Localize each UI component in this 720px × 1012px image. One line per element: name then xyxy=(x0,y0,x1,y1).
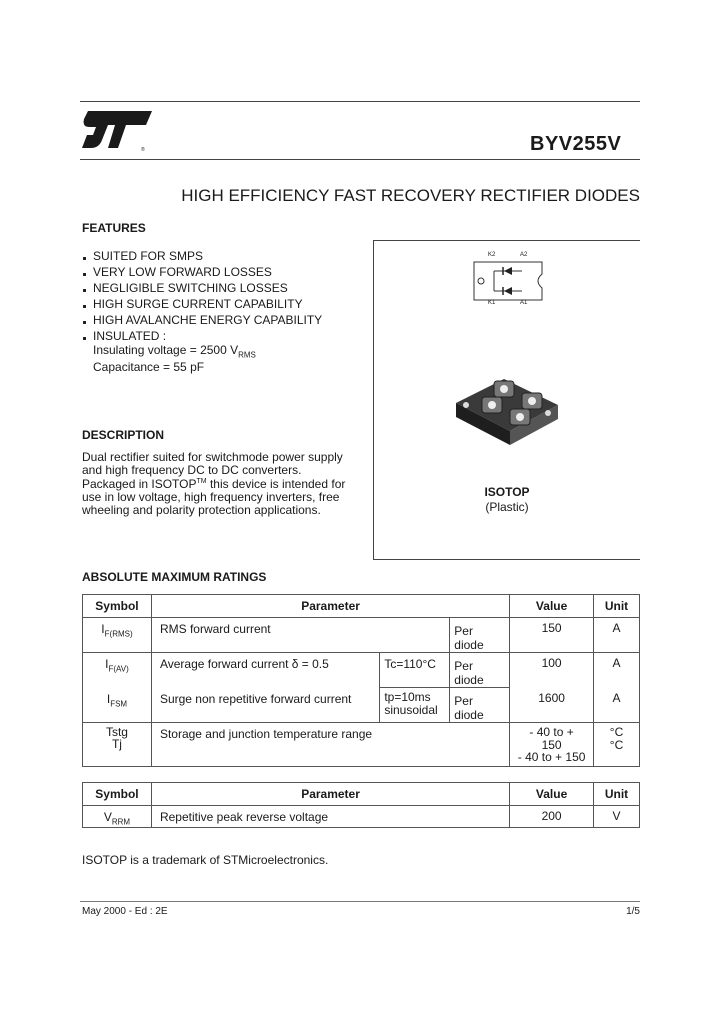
insulating-voltage: Insulating voltage = 2500 $V_{RMS}$ xyxy=(93,343,256,360)
repetitive-voltage-table xyxy=(82,782,640,828)
feature-item: SUITED FOR SMPS xyxy=(82,248,367,264)
table-row: $I_{F(AV)}$ Average forward current δ = 0.5 Tc=110°C Per diode 100 A xyxy=(83,653,640,688)
pin-label-a1: A1 xyxy=(520,300,528,306)
table-row: Tstg Tj Storage and junction temperature range - 40 to + 150 - 40 to + 150 °C °C xyxy=(83,723,640,767)
description-text: Dual rectifier suited for switchmode power supply and high frequency DC to DC converters. Packaged in ISOTOP™ this device is intended for use in low voltage, high frequency inverters, free wheeling and polarity protection applications. xyxy=(82,450,346,517)
feature-item: HIGH AVALANCHE ENERGY CAPABILITY xyxy=(82,312,367,328)
description-heading: DESCRIPTION xyxy=(82,428,165,442)
pin-label-a2: A2 xyxy=(520,252,528,258)
feature-item: HIGH SURGE CURRENT CAPABILITY xyxy=(82,296,367,312)
header-symbol: Symbol xyxy=(83,595,152,618)
table-row: $V_{RRM}$ Repetitive peak reverse voltage 200 V xyxy=(83,806,640,828)
package-material: (Plastic) xyxy=(485,500,529,514)
pin-label-k2: K2 xyxy=(488,252,496,258)
isotop-package-image xyxy=(452,369,562,449)
package-name: ISOTOP xyxy=(484,485,530,499)
pin-diagram xyxy=(472,256,544,306)
st-logo xyxy=(82,108,152,152)
absolute-max-ratings-table xyxy=(82,594,640,767)
features-list xyxy=(82,248,367,374)
header-bottom-rule xyxy=(80,159,640,160)
table-header-row xyxy=(83,595,640,618)
footer-rule xyxy=(80,901,640,902)
header-top-rule xyxy=(80,101,640,102)
features-heading: FEATURES xyxy=(82,221,146,235)
pin-label-k1: K1 xyxy=(488,300,496,306)
capacitance: Capacitance = 55 pF xyxy=(93,360,205,375)
header-unit: Unit xyxy=(594,595,640,618)
ratings-heading: ABSOLUTE MAXIMUM RATINGS xyxy=(82,570,267,584)
header-value: Value xyxy=(510,595,594,618)
part-number: BYV255V xyxy=(530,133,622,155)
feature-item: VERY LOW FORWARD LOSSES xyxy=(82,264,367,280)
page-number: 1/5 xyxy=(626,906,640,917)
table-header-row: Symbol Parameter Value Unit xyxy=(83,783,640,806)
feature-item: INSULATED : xyxy=(82,328,367,344)
header-parameter: Parameter xyxy=(151,595,509,618)
table-row: $I_{FSM}$ Surge non repetitive forward current tp=10ms sinusoidal Per diode 1600 A xyxy=(83,688,640,723)
package-box xyxy=(373,240,640,560)
table-row: $I_{F(RMS)}$ RMS forward current Per diode 150 A xyxy=(83,618,640,653)
feature-item: NEGLIGIBLE SWITCHING LOSSES xyxy=(82,280,367,296)
page-title: HIGH EFFICIENCY FAST RECOVERY RECTIFIER DIODES xyxy=(181,186,640,205)
footer-date: May 2000 - Ed : 2E xyxy=(82,906,168,917)
svg-text:®: ® xyxy=(141,147,145,152)
trademark-note: ISOTOP is a trademark of STMicroelectronics. xyxy=(82,853,329,867)
